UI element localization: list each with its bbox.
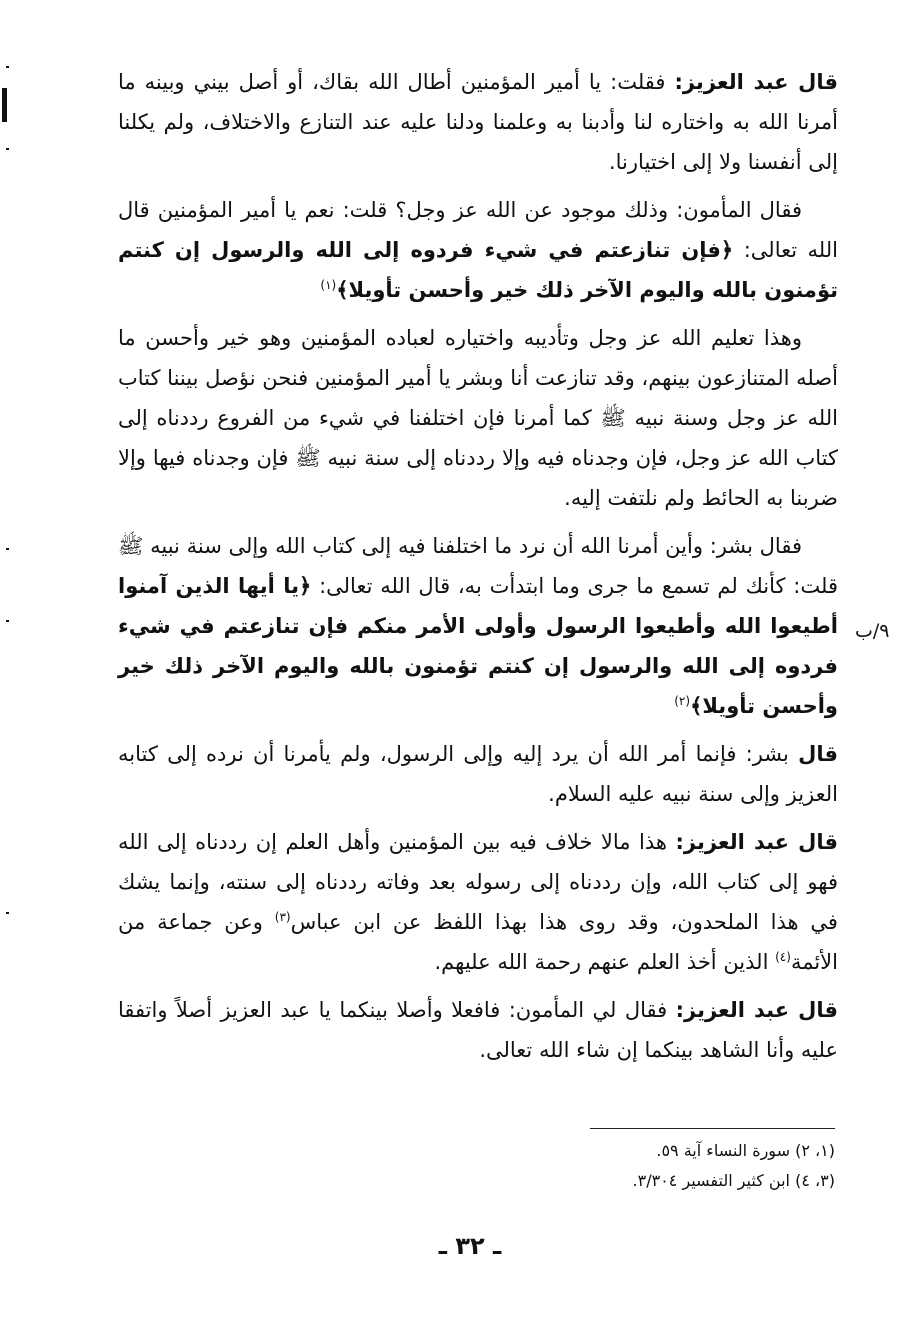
paragraph [118, 318, 838, 518]
footnote: (١، ٢) سورة النساء آية ٥٩. [656, 1141, 835, 1160]
paragraph-text: فقلت: يا أمير المؤمنين أطال الله بقاك، أو أصل بيني وبينه ما أمرنا الله به واختاره لنا وأدبنا به وعلمنا ودلنا عليه عند التنازع والاختلاف، ولم يكلنا إلى أنفسنا ولا إلى اختيارنا. [118, 70, 838, 174]
speaker-label: قال [798, 742, 838, 766]
paragraph-text: فقال المأمون: وذلك موجود عن الله عز وجل؟ قلت: نعم يا أمير المؤمنين قال الله تعالى: [118, 198, 838, 262]
footnote-ref: (١) [320, 278, 337, 292]
speaker-label: قال عبد العزيز: [674, 70, 838, 94]
binding-edge-tick [6, 66, 9, 68]
paragraph-text: فقال لي المأمون: فافعلا وأصلا بينكما يا عبد العزيز أصلاً واتفقا عليه وأنا الشاهد بينكما إن شاء الله تعالى. [118, 998, 838, 1062]
binding-edge-tick [6, 148, 9, 150]
folio-margin-note: ٩/ب [855, 620, 890, 642]
paragraph-text: بشر: فإنما أمر الله أن يرد إليه وإلى الرسول، ولم يأمرنا أن نرده إلى كتابه العزيز وإلى سنة نبيه عليه السلام. [118, 742, 838, 806]
paragraph-text: من الأئمة [118, 910, 838, 974]
page-number: ـ ٣٢ ـ [438, 1232, 502, 1260]
paragraph [118, 990, 838, 1070]
footnote-ref: (٤) [775, 950, 791, 964]
speaker-label: قال عبد العزيز: [675, 998, 838, 1022]
paragraph-text: هذا مالا خلاف فيه بين المؤمنين وأهل العلم إن رددناه إلى الله فهو إلى كتاب الله، وإن رددناه إلى رسوله بعد وفاته رددناه إلى سنته، وإنما يشك في هذا الملحدون، وقد روى هذا بهذا اللفظ عن ابن عباس [118, 830, 838, 934]
binding-edge-tick [6, 912, 9, 914]
quran-verse: ﴿يا أيها الذين آمنوا أطيعوا الله وأطيعوا الرسول وأولى الأمر منكم فإن تنازعتم في شيء فردوه إلى الله والرسول إن كنتم تؤمنون بالله واليوم الآخر ذلك خير وأحسن تأويلا﴾ [118, 574, 838, 718]
paragraph-text: فقال بشر: وأين أمرنا الله أن نرد ما اختلفنا فيه إلى كتاب الله وإلى سنة نبيه ﷺ قلت: كأنك لم تسمع ما جرى وما ابتدأت به، قال الله تعالى: [118, 534, 838, 598]
paragraph [118, 526, 838, 726]
paragraph [118, 62, 838, 182]
binding-edge-mark [2, 88, 7, 122]
quran-verse: ﴿فإن تنازعتم في شيء فردوه إلى الله والرسول إن كنتم تؤمنون بالله واليوم الآخر ذلك خير وأحسن تأويلا﴾ [118, 238, 838, 302]
paragraph-text: وهذا تعليم الله عز وجل وتأديبه واختياره لعباده المؤمنين وهو خير وأحسن ما أصله المتنازعون بينهم، وقد تنازعت أنا وبشر يا أمير المؤمنين فنحن نؤصل بيننا كتاب الله عز وجل وسنة نبيه ﷺ كما أمرنا فإن اختلفنا في شيء من الفروع رددناه إلى كتاب الله عز وجل، فإن وجدناه فيه وإلا رددناه إلى سنة نبيه ﷺ فإن وجدناه فيها وإلا ضربنا به الحائط ولم نلتفت إليه. [118, 326, 838, 510]
paragraph [118, 734, 838, 814]
paragraph-text: وعن جماعة [157, 910, 263, 934]
binding-edge-tick [6, 548, 9, 550]
speaker-label: قال عبد العزيز: [675, 830, 838, 854]
paragraph [118, 822, 838, 982]
footnote: (٣، ٤) ابن كثير التفسير ٣/٣٠٤. [632, 1171, 835, 1190]
main-text [118, 62, 838, 1078]
footnote-divider [590, 1128, 835, 1129]
paragraph [118, 190, 838, 310]
footnote-ref: (٣) [274, 910, 291, 924]
footnote-ref: (٢) [674, 694, 691, 708]
footnotes [480, 1136, 835, 1196]
paragraph-text: الذين أخذ العلم عنهم رحمة الله عليهم. [434, 950, 769, 974]
binding-edge-tick [6, 620, 9, 622]
